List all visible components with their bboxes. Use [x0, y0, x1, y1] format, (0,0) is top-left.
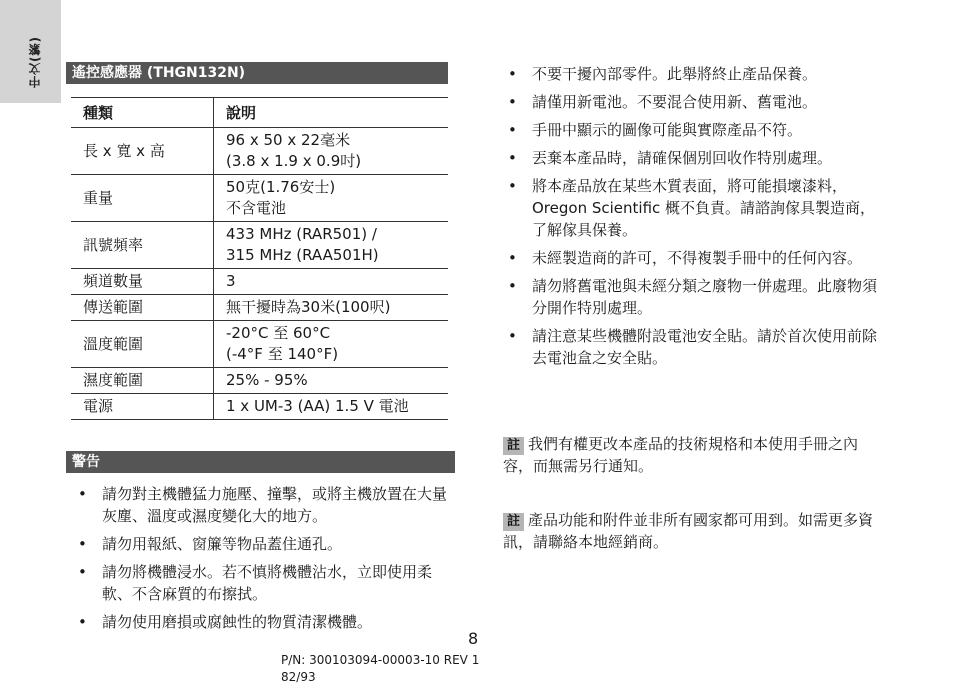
bullet-icon: • [78, 485, 87, 503]
spec-table [71, 97, 448, 420]
list-item-text: 不要干擾內部零件。此舉將終止產品保養。 [532, 65, 818, 83]
warning-section-title: 警告 [72, 454, 100, 470]
note-text: 產品功能和附件並非所有國家都可用到。如需更多資訊，請聯絡本地經銷商。 [503, 511, 874, 551]
table-row [71, 269, 448, 295]
warning-section-header [66, 451, 455, 473]
notice-bullet-list [502, 63, 882, 375]
spec-value-line: -20°C 至 60°C [226, 324, 331, 342]
list-item-text: 請勿對主機體猛力施壓、撞擊，或將主機放置在大量灰塵、溫度或濕度變化大的地方。 [102, 485, 448, 525]
spec-label: 訊號頻率 [71, 222, 214, 269]
spec-value [214, 269, 449, 295]
spec-value-line: (3.8 x 1.9 x 0.9吋) [226, 152, 362, 170]
list-item [502, 119, 882, 141]
list-item-text: 請注意某些機體附設電池安全貼。請於首次使用前除去電池盒之安全貼。 [532, 327, 878, 367]
language-side-tab [0, 0, 61, 103]
spec-value-line: 3 [226, 272, 236, 290]
language-tab-label: 中文(繁) [28, 36, 42, 88]
spec-value [214, 321, 449, 368]
spec-value [214, 175, 449, 222]
table-row [71, 222, 448, 269]
list-item-text: 請僅用新電池。不要混合使用新、舊電池。 [532, 93, 818, 111]
list-item [502, 147, 882, 169]
table-row [71, 175, 448, 222]
spec-header-description: 說明 [214, 98, 449, 128]
bullet-icon: • [508, 65, 517, 83]
bullet-icon: • [78, 535, 87, 553]
spec-value-line: 96 x 50 x 22毫米 [226, 131, 351, 149]
spec-value [214, 394, 449, 420]
table-row [71, 128, 448, 175]
footer [281, 652, 479, 686]
list-item-text: 請勿用報紙、窗簾等物品蓋住通孔。 [102, 535, 343, 553]
spec-value-line: 50克(1.76安士) [226, 178, 336, 196]
list-item [502, 91, 882, 113]
spec-value [214, 128, 449, 175]
bullet-icon: • [508, 277, 517, 295]
spec-table-header-row [71, 98, 448, 128]
spec-value [214, 222, 449, 269]
bullet-icon: • [508, 93, 517, 111]
list-item [502, 175, 882, 241]
bullet-icon: • [508, 249, 517, 267]
list-item-text: 請勿將機體浸水。若不慎將機體沾水，立即使用柔軟、不含麻質的布擦拭。 [102, 563, 433, 603]
spec-value-line: 不含電池 [226, 199, 287, 217]
spec-label: 傳送範圍 [71, 295, 214, 321]
table-row [71, 295, 448, 321]
list-item-text: 請勿將舊電池與未經分類之廢物一併處理。此廢物須分開作特別處理。 [532, 277, 878, 317]
table-row [71, 394, 448, 420]
spec-label: 重量 [71, 175, 214, 222]
bullet-icon: • [508, 149, 517, 167]
spec-value [214, 295, 449, 321]
bullet-icon: • [508, 177, 517, 195]
spec-label: 溫度範圍 [71, 321, 214, 368]
note-paragraph [503, 433, 878, 477]
note-badge: 註 [503, 513, 524, 531]
list-item [72, 611, 452, 633]
footer-part-number: P/N: 300103094-00003-10 REV 1 [281, 653, 480, 667]
list-item-text: 丟棄本產品時，請確保個別回收作特別處理。 [532, 149, 833, 167]
footer-page-count: 82/93 [281, 670, 316, 684]
list-item-text: 將本產品放在某些木質表面，將可能損壞漆料，Oregon Scientific 概不負責。請諮詢傢具製造商，了解傢具保養。 [532, 177, 876, 239]
spec-label: 頻道數量 [71, 269, 214, 295]
spec-value-line: (-4°F 至 140°F) [226, 345, 339, 363]
list-item-text: 請勿使用磨損或腐蝕性的物質清潔機體。 [102, 613, 373, 631]
spec-value-line: 433 MHz (RAR501) / [226, 225, 377, 243]
note-text: 我們有權更改本產品的技術規格和本使用手冊之內容，而無需另行通知。 [503, 435, 859, 475]
spec-section-title: 遙控感應器 (THGN132N) [72, 65, 246, 81]
spec-value [214, 368, 449, 394]
page-number: 8 [468, 629, 479, 648]
spec-label: 濕度範圍 [71, 368, 214, 394]
note-badge: 註 [503, 437, 524, 455]
warning-bullet-list [72, 483, 452, 639]
list-item-text: 手冊中顯示的圖像可能與實際產品不符。 [532, 121, 803, 139]
table-row [71, 321, 448, 368]
spec-value-line: 1 x UM-3 (AA) 1.5 V 電池 [226, 397, 409, 415]
spec-label: 長 x 寬 x 高 [71, 128, 214, 175]
bullet-icon: • [508, 121, 517, 139]
spec-value-line: 315 MHz (RAA501H) [226, 246, 379, 264]
table-row [71, 368, 448, 394]
note-paragraph [503, 509, 878, 553]
list-item [502, 247, 882, 269]
list-item [72, 561, 452, 605]
list-item [502, 63, 882, 85]
list-item [502, 275, 882, 319]
bullet-icon: • [508, 327, 517, 345]
spec-value-line: 無干擾時為30米(100呎) [226, 298, 391, 316]
spec-label: 電源 [71, 394, 214, 420]
list-item [72, 533, 452, 555]
spec-header-type: 種類 [71, 98, 214, 128]
spec-section-header [66, 62, 448, 84]
list-item-text: 未經製造商的許可，不得複製手冊中的任何內容。 [532, 249, 863, 267]
bullet-icon: • [78, 613, 87, 631]
list-item [72, 483, 452, 527]
spec-value-line: 25% - 95% [226, 371, 308, 389]
list-item [502, 325, 882, 369]
bullet-icon: • [78, 563, 87, 581]
